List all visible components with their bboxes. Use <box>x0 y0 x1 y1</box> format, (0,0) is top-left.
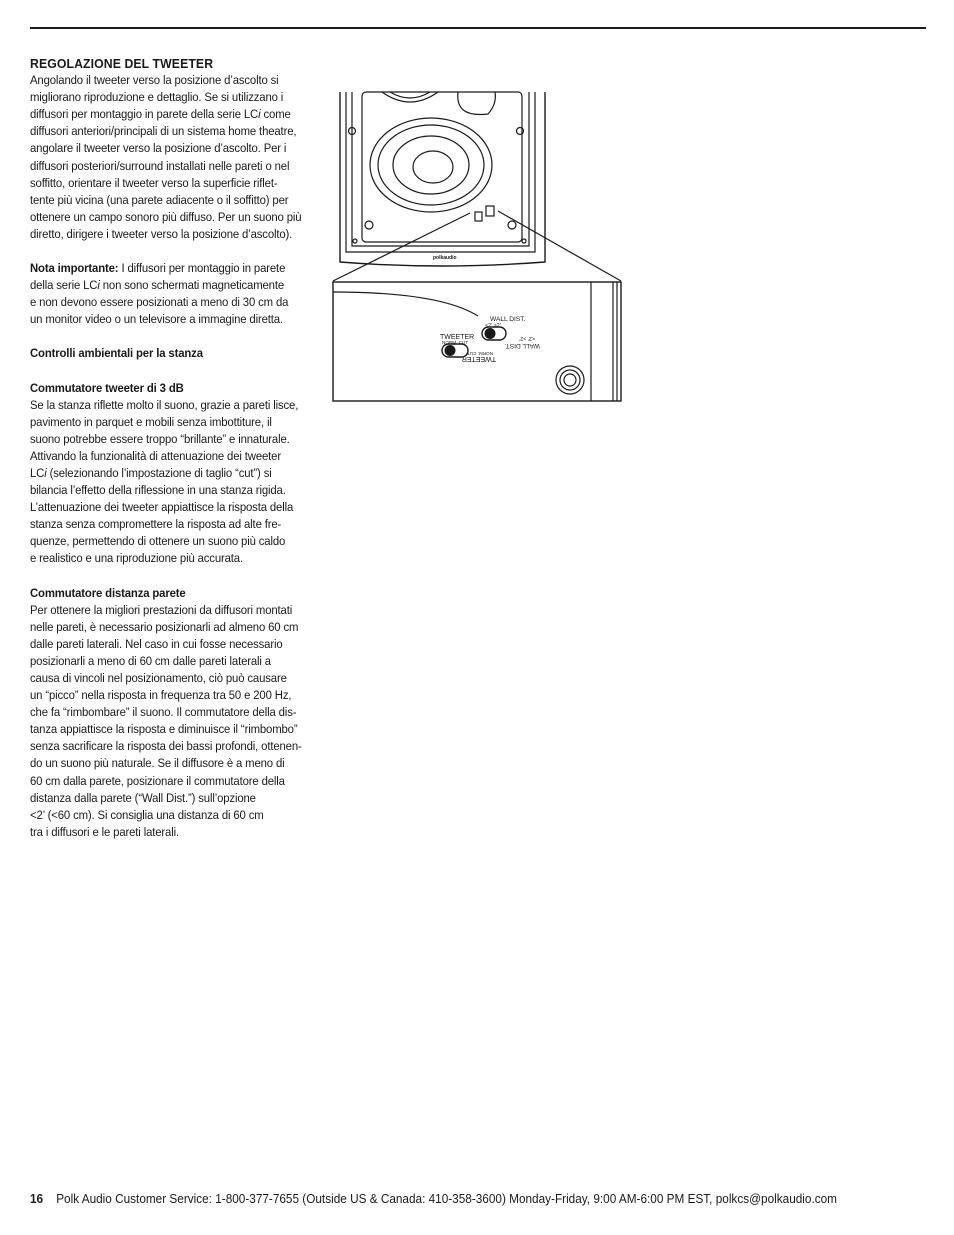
page-footer <box>30 1192 837 1206</box>
tweeter-label-mirrored: TWEETER <box>461 355 496 362</box>
tweeter-switch-heading: Commutatore tweeter di 3 dB <box>30 380 184 395</box>
room-controls-heading: Controlli ambientali per la stanza <box>30 346 203 361</box>
wall-label: WALL DIST. <box>490 316 526 323</box>
brand-logo: polkaudio <box>433 255 457 261</box>
wall-switch-heading: Commutatore distanza parete <box>30 585 186 600</box>
intro-paragraph: Angolando il tweeter verso la posizione d’ascolto si migliorano riproduzione e dettaglio. Se si utilizzano i diffusori per montaggio in parete della serie LCi come diffusori anteriori/principali di un sistema home theatre, angolare il tweeter verso la posizione d’ascolto. Per i diffusori posteriori/surround installati nelle pareti o nel soffitto, orientare il tweeter verso la superficie riflet- tente più vicina (una parete adiacente o il soffitto) per ottenere un campo sonoro più diffuso. Per un suono più diretto, dirigere i tweeter verso la posizione d’ascolto). <box>30 73 302 241</box>
page-number: 16 <box>30 1192 44 1206</box>
wall-label-mirrored: WALL DIST. <box>504 342 540 349</box>
footer-contact: Polk Audio Customer Service: 1-800-377-7655 (Outside US & Canada: 410-358-3600) Monday-Friday, 9:00 AM-6:00 PM EST, polkcs@polkaudio.com <box>56 1192 837 1206</box>
note-paragraph: Nota importante: I diffusori per montaggio in parete della serie LCi non sono schermati magneticamente e non devono essere posizionati a meno di 30 cm da un monitor video o un televisore a immagine diretta. <box>30 261 289 327</box>
tweeter-options-mirrored: NORM. CUT <box>466 351 493 356</box>
wall-options: <2’ >2’ <box>485 323 501 329</box>
top-rule <box>30 27 926 29</box>
tweeter-label: TWEETER <box>440 334 475 341</box>
section-heading: REGOLAZIONE DEL TWEETER <box>30 56 214 71</box>
tweeter-options: NORM. CUT <box>442 340 469 345</box>
wall-switch-paragraph: Per ottenere la migliori prestazioni da diffusori montati nelle pareti, è necessario posizionarli ad almeno 60 cm dalle pareti laterali. Nel caso in cui fosse necessario posizionarli a meno di 60 cm dalle pareti laterali a causa di vincoli nel posizionamento, ciò può causare un “picco” nella risposta in frequenza tra 50 e 200 Hz, che fa “rimbombare” il suono. Il commutatore della dis- tanza appiattisce la risposta e diminuisce il “rimbombo” senza sacrificare la risposta dei bassi profondi, ottenen- do un suono più naturale. Se il diffusore è a meno di 60 cm dalla parete, posizionare il commutatore della distanza dalla parete (“Wall Dist.”) sull’opzione <2’ (<60 cm). Si consiglia una distanza di 60 cm tra i diffusori e le pareti laterali. <box>30 602 302 839</box>
wall-options-mirrored: <2’ >2’ <box>519 335 535 341</box>
tweeter-switch-paragraph: Se la stanza riflette molto il suono, grazie a pareti lisce, pavimento in parquet e mobili senza imbottiture, il suono potrebbe essere troppo “brillante” e innaturale. Attivando la funzionalità di attenuazione dei tweeter LCi (selezionando l’impostazione di taglio “cut”) si bilancia l’effetto della riflessione in una stanza rigida. L’attenuazione dei tweeter appiattisce la risposta della stanza senza compromettere la risposta ad alte fre- quenze, permettendo di ottenere un suono più caldo e realistico e una riproduzione più accurata. <box>30 397 299 566</box>
text-column <box>30 55 320 841</box>
note-label: Nota importante: <box>30 261 119 276</box>
speaker-illustration <box>330 90 630 405</box>
